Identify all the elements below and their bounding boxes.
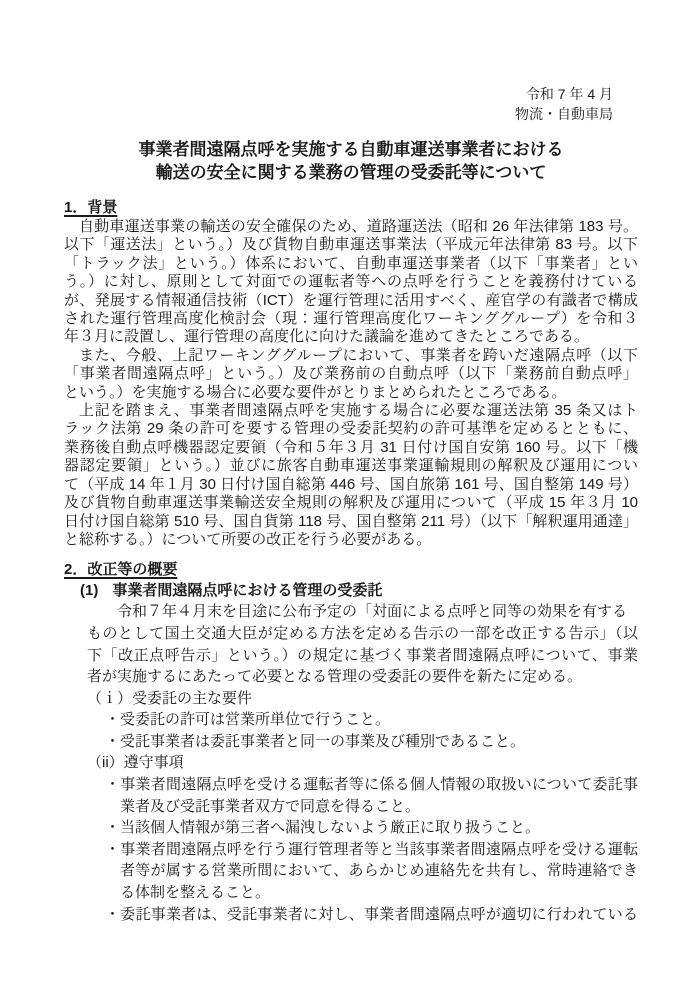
section1-body — [64, 218, 638, 549]
date-block — [64, 84, 638, 124]
text-line: 器認定要領」という。）並びに旅客自動車運送事業運輸規則の解釈及び運用につい — [64, 457, 638, 475]
section2-body — [64, 601, 638, 925]
subsection-number: (1) — [80, 582, 99, 600]
title-line-2: 輸送の安全に関する業務の管理の受委託等について — [155, 163, 547, 182]
date-line: 令和 7 年 4 月 — [525, 86, 613, 102]
text-line: （ｉ）受委託の主な要件 — [87, 689, 253, 707]
department-line: 物流・自動車局 — [515, 106, 613, 122]
text-line: 自動車運送事業の輸送の安全確保のため、道路運送法（昭和 26 年法律第 183 号。 — [79, 218, 638, 235]
section2-heading: 2．改正等の概要 — [64, 561, 178, 579]
text-line: また、今般、上記ワーキンググループにおいて、事業者を跨いだ遠隔点呼（以下 — [79, 346, 638, 364]
text-line: （ii）遵守事項 — [87, 754, 184, 772]
text-line: 上記を踏まえ、事業者間遠隔点呼を実施する場合に必要な運送法第 35 条又はト — [79, 402, 638, 420]
text-line: ・当該個人情報が第三者へ漏洩しないよう厳正に取り扱うこと。 — [105, 819, 541, 837]
text-line: る体制を整えること。 — [120, 884, 271, 902]
text-line: ・受委託の許可は営業所単位で行うこと。 — [105, 711, 391, 729]
text-line: ラック法第 29 条の許可を要する管理の受委託契約の許可基準を定めるとともに、 — [64, 420, 638, 438]
text-line: ・委託事業者は、受託事業者に対し、事業者間遠隔点呼が適切に行われている — [105, 905, 638, 923]
text-line: 令和７年４月末を目途に公布予定の「対面による点呼と同等の効果を有する — [117, 603, 628, 621]
text-line: 「事業者間遠隔点呼」という。）及び業務前の自動点呼（以下「業務前自動点呼」 — [64, 365, 638, 383]
text-line: ・事業者間遠隔点呼を受ける運転者等に係る個人情報の取扱いについて委託事 — [105, 776, 638, 794]
text-line: 下「改正点呼告示」という。）の規定に基づく事業者間遠隔点呼について、事業 — [87, 646, 638, 664]
text-line: ・受託事業者は委託事業者と同一の事業及び種別であること。 — [105, 732, 526, 750]
title-line-1: 事業者間遠隔点呼を実施する自動車運送事業者における — [138, 140, 564, 159]
text-line: 者が実施するにあたって必要となる管理の受委託の要件を新たに定める。 — [87, 668, 583, 686]
text-line: 業者及び受託事業者双方で同意を得ること。 — [120, 797, 421, 815]
text-line: 「トラック法」という。）体系において、自動車運送事業者（以下「事業者」とい — [64, 254, 638, 272]
document-title — [64, 138, 638, 184]
text-line: 年３月に設置し、運行管理の高度化に向けた議論を進めてきたところである。 — [64, 328, 589, 346]
text-line: 以下「運送法」という。）及び貨物自動車運送事業法（平成元年法律第 83 号。以下 — [64, 236, 638, 254]
text-line: ものとして国土交通大臣が定める方法を定める告示の一部を改正する告示」（以 — [87, 624, 638, 642]
text-line: 日付け国自総第 510 号、国自貨第 118 号、国自整第 211 号）（以下「解釈運用通達」 — [64, 512, 638, 530]
text-line: て（平成 14 年１月 30 日付け国自総第 446 号、国自旅第 161 号、国自整第 149 号） — [64, 475, 638, 493]
text-line: 及び貨物自動車運送事業輸送安全規則の解釈及び運用について（平成 15 年３月 10 — [64, 494, 638, 512]
text-line: と総称する。）について所要の改正を行う必要がある。 — [64, 530, 432, 548]
text-line: が、発展する情報通信技術（ICT）を運行管理に活用すべく、産官学の有識者で構成 — [64, 291, 638, 309]
text-line: 者等が属する営業所間において、あらかじめ連絡先を共有し、常時連絡でき — [120, 862, 638, 880]
section1-heading: 1．背景 — [64, 199, 118, 216]
text-line: う。）に対し、原則として対面での運転者等への点呼を行うことを義務付けている — [64, 273, 638, 291]
subsection-title: 事業者間遠隔点呼における管理の受委託 — [112, 582, 383, 600]
subsection-heading — [80, 580, 638, 601]
text-line: ・事業者間遠隔点呼を行う運行管理者等と当該事業者間遠隔点呼を受ける運転 — [105, 840, 638, 858]
text-line: という。）を実施する場合に必要な要件がとりまとめられたところである。 — [64, 383, 567, 401]
text-line: された運行管理高度化検討会（現：運行管理高度化ワーキンググループ）を令和３ — [64, 310, 638, 328]
text-line: 業務後自動点呼機器認定要領（令和５年３月 31 日付け国自安第 160 号。以下「機 — [64, 438, 638, 456]
